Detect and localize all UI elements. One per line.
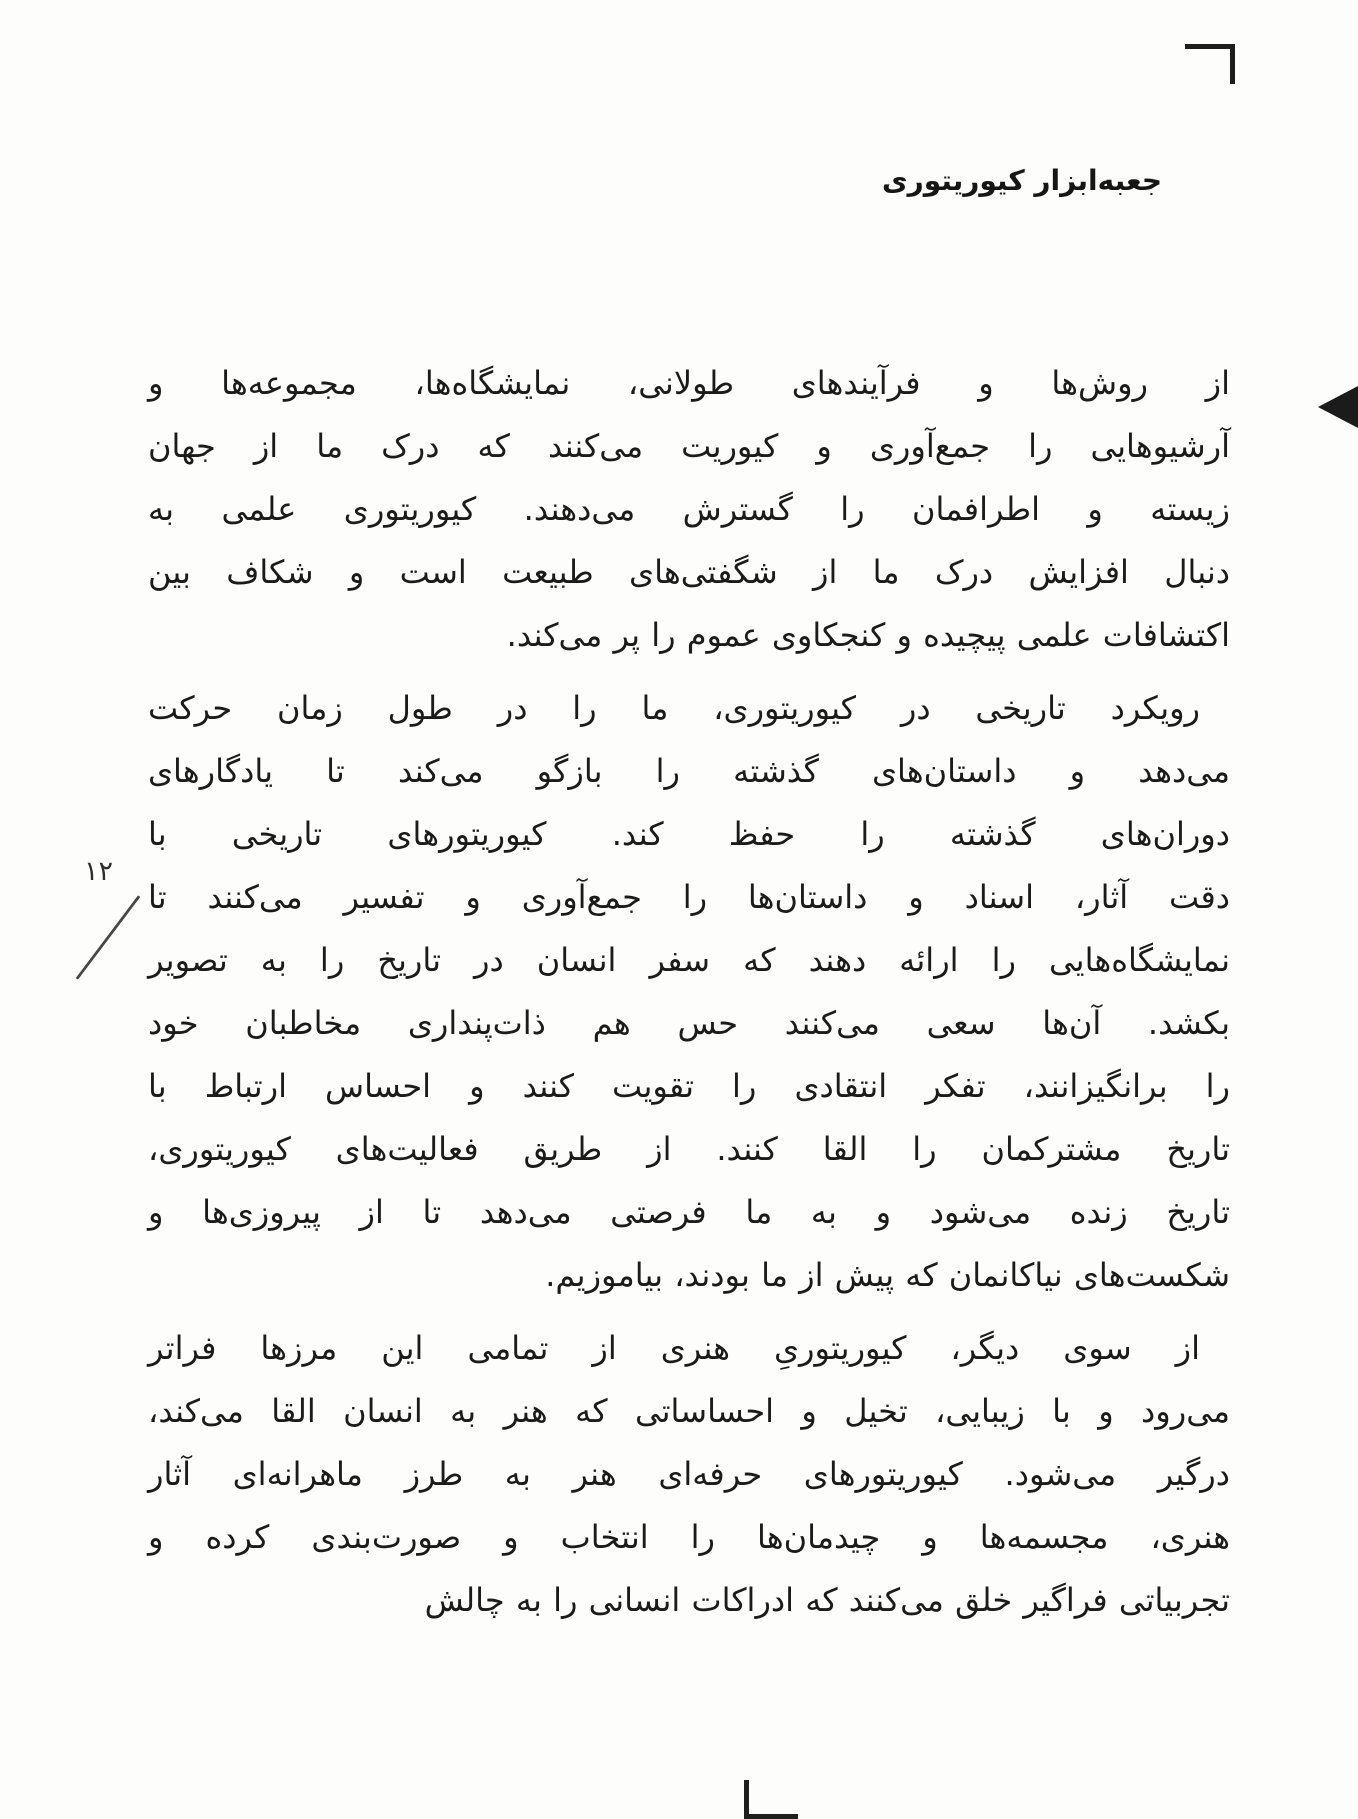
paragraph: [148, 1317, 1230, 1632]
text-line: تاریخ مشترکمان را القا کنند. از طریق فعالیت‌های کیوریتوری،: [148, 1130, 1230, 1168]
text-line: آرشیوهایی را جمع‌آوری و کیوریت می‌کنند که درک ما از جهان: [148, 427, 1230, 465]
text-line: از سوی دیگر، کیوریتوریِ هنری از تمامی این مرزها فراتر: [148, 1329, 1200, 1367]
right-edge-flag-mark-icon: [1318, 386, 1358, 428]
page-number: ۱۲: [84, 856, 114, 887]
text-line: رویکرد تاریخی در کیوریتوری، ما را در طول زمان حرکت: [148, 689, 1200, 727]
text-line: زیسته و اطرافمان را گسترش می‌دهند. کیوریتوری علمی به: [148, 490, 1230, 528]
text-line: اکتشافات علمی پیچیده و کنجکاوی عموم را پر می‌کند.: [506, 616, 1230, 654]
fold-mark-vertical-bar: [1230, 44, 1235, 84]
fold-mark-horizontal-bar: [744, 1814, 798, 1819]
bottom-fold-mark-icon: [744, 1780, 798, 1819]
top-right-fold-mark-icon: [1185, 44, 1235, 84]
text-line: تجربیاتی فراگیر خلق می‌کنند که ادراکات انسانی را به چالش: [424, 1581, 1230, 1619]
text-line: تاریخ زنده می‌شود و به ما فرصتی می‌دهد تا از پیروزی‌ها و: [148, 1193, 1230, 1231]
margin-slash-mark-icon: [76, 895, 141, 980]
text-line: دقت آثار، اسناد و داستان‌ها را جمع‌آوری و تفسیر می‌کنند تا: [148, 878, 1230, 916]
text-line: بکشد. آن‌ها سعی می‌کنند حس هم ذات‌پنداری مخاطبان خود: [148, 1004, 1230, 1042]
text-line: هنری، مجسمه‌ها و چیدمان‌ها را انتخاب و صورت‌بندی کرده و: [148, 1518, 1230, 1556]
text-line: می‌رود و با زیبایی، تخیل و احساساتی که هنر به انسان القا می‌کند،: [148, 1392, 1230, 1430]
fold-mark-horizontal-bar: [1185, 44, 1235, 49]
paragraph: [148, 677, 1230, 1307]
text-line: دوران‌های گذشته را حفظ کند. کیوریتورهای تاریخی با: [148, 815, 1230, 853]
text-line: درگیر می‌شود. کیوریتورهای حرفه‌ای هنر به طرز ماهرانه‌ای آثار: [148, 1455, 1230, 1493]
body-text: [148, 352, 1230, 1632]
text-line: می‌دهد و داستان‌های گذشته را بازگو می‌کند تا یادگارهای: [148, 752, 1230, 790]
text-line: دنبال افزایش درک ما از شگفتی‌های طبیعت است و شکاف بین: [148, 553, 1230, 591]
paragraph: [148, 352, 1230, 667]
text-line: شکست‌های نیاکانمان که پیش از ما بودند، بیاموزیم.: [545, 1256, 1230, 1294]
running-head: جعبه‌ابزار کیوریتوری: [881, 164, 1162, 197]
text-line: نمایشگاه‌هایی را ارائه دهند که سفر انسان در تاریخ را به تصویر: [148, 941, 1230, 979]
text-line: از روش‌ها و فرآیندهای طولانی، نمایشگاه‌ها، مجموعه‌ها و: [148, 364, 1230, 402]
text-line: را برانگیزانند، تفکر انتقادی را تقویت کنند و احساس ارتباط با: [148, 1067, 1230, 1105]
